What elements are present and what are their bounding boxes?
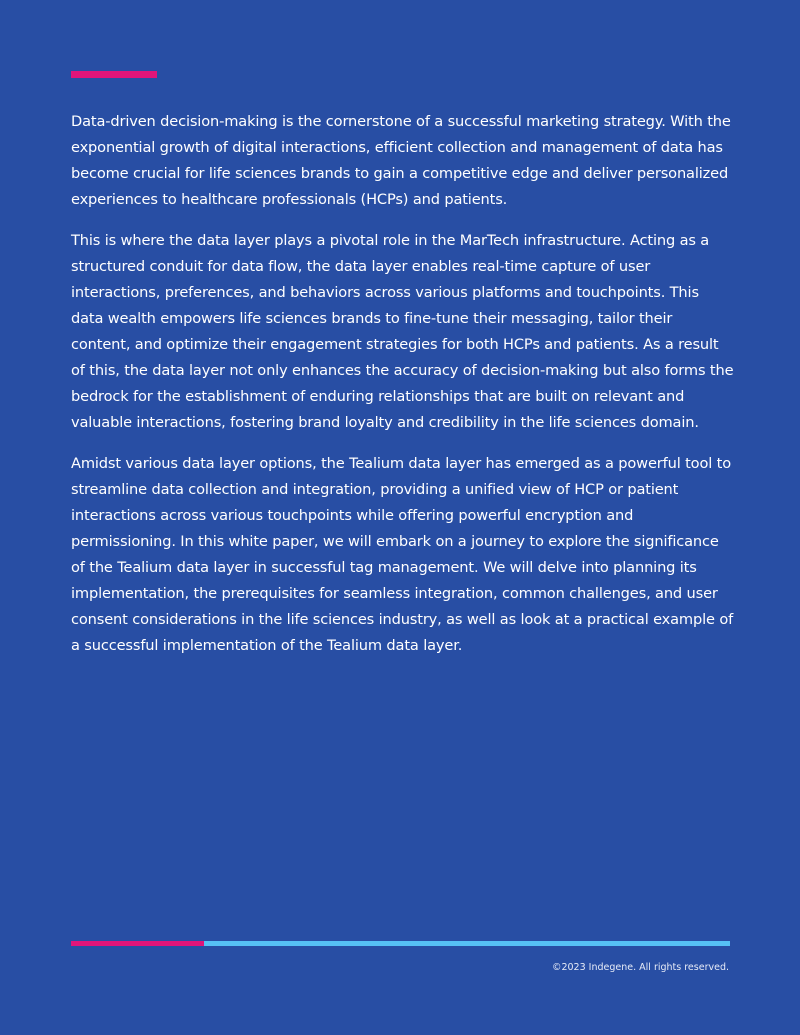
footer-divider	[71, 941, 730, 946]
footer-divider-pink-segment	[71, 941, 204, 946]
paragraph-1: Data-driven decision-making is the cornerstone of a successful marketing strategy. With the exponential growth of digital interactions, efficient collection and management of data has become crucial for life sciences brands to gain a competitive edge and deliver personalized experiences to healthcare professionals (HCPs) and patients.	[71, 113, 731, 208]
paragraph-2: This is where the data layer plays a pivotal role in the MarTech infrastructure. Acting as a structured conduit for data flow, the data layer enables real-time capture of user interactions, preferences, and behaviors across various platforms and touchpoints. This data wealth empowers life sciences brands to fine-tune their messaging, tailor their content, and optimize their engagement strategies for both HCPs and patients. As a result of this, the data layer not only enhances the accuracy of decision-making but also forms the bedrock for the establishment of enduring relationships that are built on relevant and valuable interactions, fostering brand loyalty and credibility in the life sciences domain.	[71, 232, 734, 431]
copyright-notice: ©2023 Indegene. All rights reserved.	[551, 962, 729, 973]
footer-divider-blue-segment	[204, 941, 730, 946]
paragraph-3: Amidst various data layer options, the Tealium data layer has emerged as a powerful tool to streamline data collection and integration, providing a unified view of HCP or patient interactions across various touchpoints while offering powerful encryption and permissioning. In this white paper, we will embark on a journey to explore the significance of the Tealium data layer in successful tag management. We will delve into planning its implementation, the prerequisites for seamless integration, common challenges, and user consent considerations in the life sciences industry, as well as look at a practical example of a successful implementation of the Tealium data layer.	[71, 455, 734, 654]
body-content	[71, 109, 735, 674]
header-accent-bar	[71, 71, 157, 78]
